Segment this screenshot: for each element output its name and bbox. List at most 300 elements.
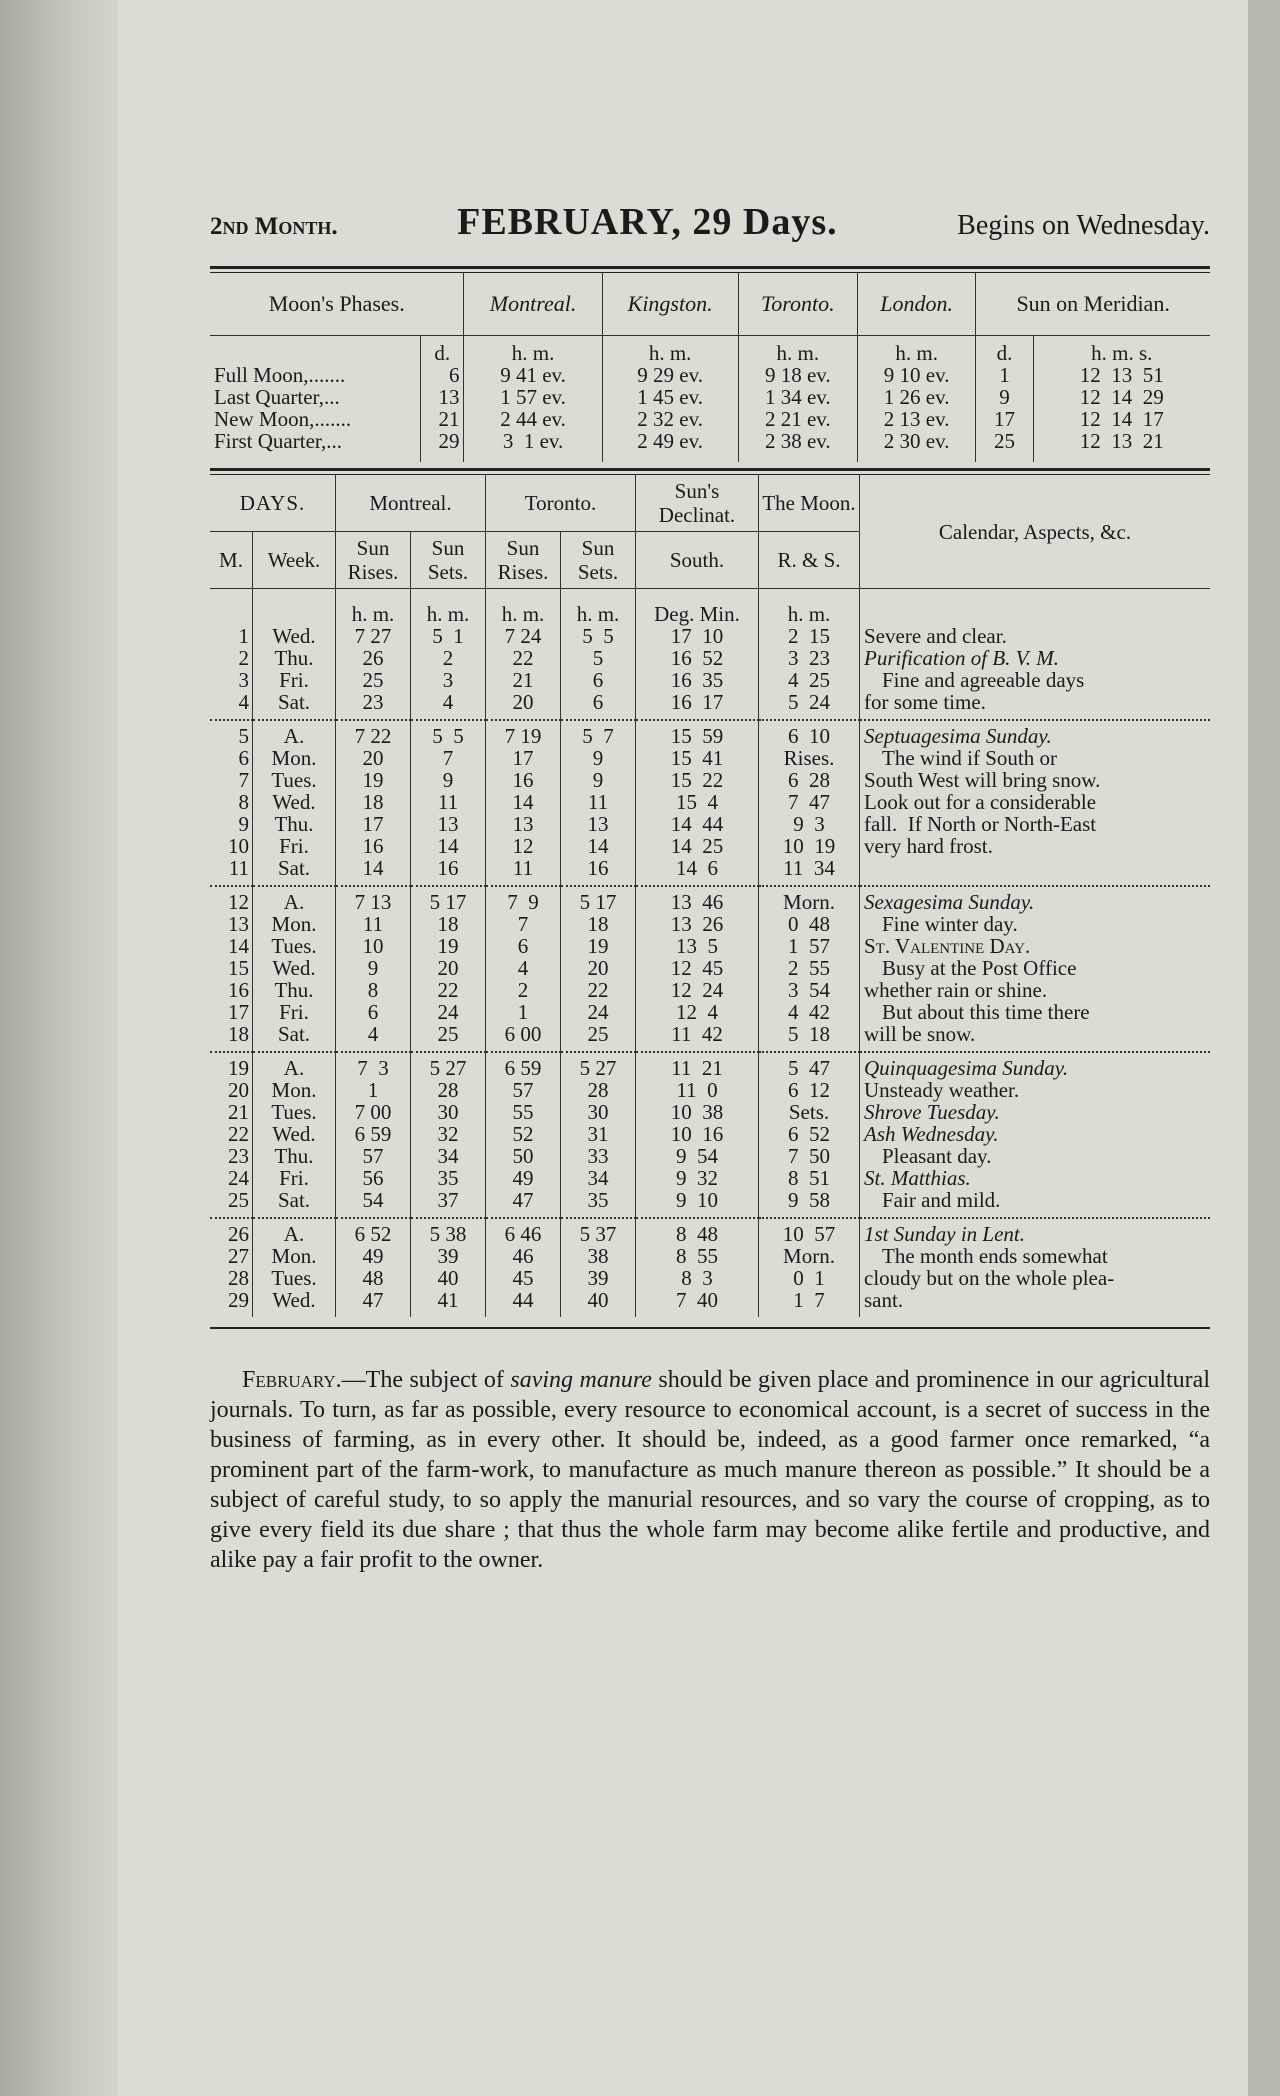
- moon-rise-set: 9 58: [759, 1189, 860, 1218]
- phase-unit-cell: d.: [976, 336, 1033, 365]
- montreal-sets: 9: [411, 769, 486, 791]
- header-rule: [210, 266, 1210, 273]
- unit-cell: h. m.: [486, 589, 561, 626]
- unit-cell: h. m.: [336, 589, 411, 626]
- day-of-week: Tues.: [253, 1267, 336, 1289]
- day-of-month: 4: [210, 691, 253, 720]
- toronto-rises: 47: [486, 1189, 561, 1218]
- moon-rise-set: 2 15: [759, 625, 860, 647]
- montreal-sets: 5 38: [411, 1218, 486, 1245]
- montreal-rises: 10: [336, 935, 411, 957]
- day-of-month: 19: [210, 1052, 253, 1079]
- phase-name: First Quarter,...: [210, 430, 421, 462]
- aspect-text: Busy at the Post Office: [882, 956, 1077, 980]
- moon-rise-set: 5 47: [759, 1052, 860, 1079]
- sun-declination: 9 32: [636, 1167, 759, 1189]
- montreal-rises: 7 00: [336, 1101, 411, 1123]
- sun-declination: 17 10: [636, 625, 759, 647]
- toronto-header: Toronto.: [486, 475, 636, 532]
- montreal-sets: 5 1: [411, 625, 486, 647]
- phase-kingston: 2 49 ev.: [602, 430, 738, 462]
- sun-declination: 9 10: [636, 1189, 759, 1218]
- aspect-text: Quinquagesima Sunday.: [860, 1052, 1211, 1079]
- moon-rise-set: 2 55: [759, 957, 860, 979]
- montreal-rises: 57: [336, 1145, 411, 1167]
- toronto-rises: 14: [486, 791, 561, 813]
- day-of-week: Thu.: [253, 1145, 336, 1167]
- toronto-sets: 16: [561, 857, 636, 886]
- sun-declination: 11 21: [636, 1052, 759, 1079]
- day-row: [210, 979, 1210, 1001]
- moon-rise-set: 5 18: [759, 1023, 860, 1052]
- day-of-month: 7: [210, 769, 253, 791]
- montreal-sets: 19: [411, 935, 486, 957]
- toronto-rises: 16: [486, 769, 561, 791]
- montreal-rises: 6 52: [336, 1218, 411, 1245]
- aspect-text: [860, 857, 1211, 886]
- aspect-text: But about this time there: [882, 1000, 1090, 1024]
- montreal-rises: 4: [336, 1023, 411, 1052]
- toronto-sets: 38: [561, 1245, 636, 1267]
- toronto-sets: 5 17: [561, 886, 636, 913]
- toronto-rises: 6 46: [486, 1218, 561, 1245]
- phase-unit-cell: h. m.: [464, 336, 602, 365]
- montreal-rises: 18: [336, 791, 411, 813]
- montreal-sets: 39: [411, 1245, 486, 1267]
- sun-declination: 15 41: [636, 747, 759, 769]
- sun-declination: 15 59: [636, 720, 759, 747]
- day-row: [210, 835, 1210, 857]
- montreal-rises-header: Sun Rises.: [336, 532, 411, 589]
- moon-rise-set: Sets.: [759, 1101, 860, 1123]
- paragraph-part-1: —The subject of: [341, 1367, 511, 1393]
- toronto-sets: 28: [561, 1079, 636, 1101]
- montreal-sets: 24: [411, 1001, 486, 1023]
- moon-rise-set: Morn.: [759, 1245, 860, 1267]
- day-of-week: Thu.: [253, 813, 336, 835]
- moon-rise-set: 8 51: [759, 1167, 860, 1189]
- montreal-rises: 19: [336, 769, 411, 791]
- rs-header: R. & S.: [759, 532, 860, 589]
- february-paragraph: [210, 1365, 1210, 1575]
- montreal-rises: 14: [336, 857, 411, 886]
- phase-unit-cell: h. m.: [738, 336, 857, 365]
- sun-declination: 11 42: [636, 1023, 759, 1052]
- toronto-sets: 34: [561, 1167, 636, 1189]
- day-of-month: 8: [210, 791, 253, 813]
- day-of-week: Fri.: [253, 835, 336, 857]
- day-of-month: 15: [210, 957, 253, 979]
- unit-cell: h. m.: [411, 589, 486, 626]
- phase-col-header: London.: [858, 273, 976, 336]
- day-row: [210, 1267, 1210, 1289]
- day-row: [210, 720, 1210, 747]
- day-of-week: Wed.: [253, 957, 336, 979]
- day-row: [210, 913, 1210, 935]
- aspect-text: St. Valentine Day.: [864, 934, 1031, 958]
- montreal-rises: 23: [336, 691, 411, 720]
- meridian-time: 12 14 17: [1079, 407, 1164, 431]
- meridian-day: 17: [976, 408, 1033, 430]
- day-of-week: Mon.: [253, 747, 336, 769]
- day-of-month: 23: [210, 1145, 253, 1167]
- phase-london: 2 30 ev.: [858, 430, 976, 462]
- day-of-week: A.: [253, 1218, 336, 1245]
- montreal-rises: 20: [336, 747, 411, 769]
- aspect-text: whether rain or shine.: [864, 978, 1048, 1002]
- day-row: [210, 935, 1210, 957]
- montreal-rises: 48: [336, 1267, 411, 1289]
- toronto-rises: 50: [486, 1145, 561, 1167]
- montreal-header: Montreal.: [336, 475, 486, 532]
- aspect-text: for some time.: [864, 690, 986, 714]
- toronto-sets: 31: [561, 1123, 636, 1145]
- phase-col-header: Moon's Phases.: [210, 273, 464, 336]
- aspect-text: Pleasant day.: [882, 1144, 992, 1168]
- meridian-time: 12 14 29: [1079, 385, 1164, 409]
- day-of-week: Mon.: [253, 1245, 336, 1267]
- aspect-text: very hard frost.: [864, 834, 993, 858]
- moon-rise-set: 4 42: [759, 1001, 860, 1023]
- montreal-sets: 5 17: [411, 886, 486, 913]
- phase-unit-cell: h. m.: [602, 336, 738, 365]
- montreal-rises: 16: [336, 835, 411, 857]
- sun-declination: 10 16: [636, 1123, 759, 1145]
- day-of-month: 25: [210, 1189, 253, 1218]
- phase-unit-cell: h. m. s.: [1091, 341, 1153, 365]
- sun-declination: 15 4: [636, 791, 759, 813]
- montreal-rises: 7 13: [336, 886, 411, 913]
- toronto-rises: 12: [486, 835, 561, 857]
- day-of-week: Thu.: [253, 647, 336, 669]
- phase-toronto: 2 38 ev.: [738, 430, 857, 462]
- phase-montreal: 9 41 ev.: [464, 364, 602, 386]
- aspects-header: Calendar, Aspects, &c.: [860, 475, 1211, 589]
- phase-day: 13: [421, 386, 464, 408]
- toronto-sets: 14: [561, 835, 636, 857]
- unit-cell: [210, 589, 253, 626]
- phase-name: Last Quarter,...: [210, 386, 421, 408]
- month-number: 2nd Month.: [210, 213, 338, 240]
- moon-rise-set: 6 52: [759, 1123, 860, 1145]
- day-of-week: Thu.: [253, 979, 336, 1001]
- sun-declination: 13 26: [636, 913, 759, 935]
- montreal-sets: 13: [411, 813, 486, 835]
- day-row: [210, 1001, 1210, 1023]
- toronto-rises: 20: [486, 691, 561, 720]
- toronto-sets: 40: [561, 1289, 636, 1317]
- montreal-rises: 26: [336, 647, 411, 669]
- moon-rise-set: 6 28: [759, 769, 860, 791]
- montreal-rises: 7 27: [336, 625, 411, 647]
- aspect-text: sant.: [864, 1288, 904, 1312]
- day-row: [210, 1079, 1210, 1101]
- moon-rise-set: 6 12: [759, 1079, 860, 1101]
- unit-cell: Deg. Min.: [636, 589, 759, 626]
- montreal-sets-header: Sun Sets.: [411, 532, 486, 589]
- day-row: [210, 1145, 1210, 1167]
- montreal-sets: 11: [411, 791, 486, 813]
- aspect-text: Shrove Tuesday.: [864, 1100, 1000, 1124]
- day-of-week: Tues.: [253, 935, 336, 957]
- montreal-rises: 25: [336, 669, 411, 691]
- montreal-sets: 5 5: [411, 720, 486, 747]
- sun-declination: 9 54: [636, 1145, 759, 1167]
- sun-declination: 14 6: [636, 857, 759, 886]
- sun-declination: 11 0: [636, 1079, 759, 1101]
- meridian-time: 12 13 21: [1079, 429, 1164, 453]
- toronto-rises: 57: [486, 1079, 561, 1101]
- phase-montreal: 1 57 ev.: [464, 386, 602, 408]
- sun-declination: 16 17: [636, 691, 759, 720]
- aspect-text: The wind if South or: [882, 746, 1057, 770]
- aspect-text: Purification of B. V. M.: [864, 646, 1060, 670]
- meridian-time: 12 13 51: [1079, 363, 1164, 387]
- toronto-sets: 5 5: [561, 625, 636, 647]
- moon-rise-set: Rises.: [759, 747, 860, 769]
- toronto-rises: 7 19: [486, 720, 561, 747]
- aspect-text: Fine and agreeable days: [882, 668, 1085, 692]
- toronto-sets: 30: [561, 1101, 636, 1123]
- phase-col-header: Toronto.: [738, 273, 857, 336]
- toronto-sets: 6: [561, 669, 636, 691]
- toronto-sets: 9: [561, 769, 636, 791]
- week-header: Week.: [253, 532, 336, 589]
- phase-day: 29: [421, 430, 464, 462]
- phase-toronto: 2 21 ev.: [738, 408, 857, 430]
- aspect-text: Fair and mild.: [882, 1188, 1001, 1212]
- phase-kingston: 1 45 ev.: [602, 386, 738, 408]
- montreal-rises: 56: [336, 1167, 411, 1189]
- moon-rise-set: 7 47: [759, 791, 860, 813]
- days-header: DAYS.: [210, 475, 336, 532]
- toronto-sets: 13: [561, 813, 636, 835]
- day-row: [210, 1289, 1210, 1317]
- day-of-week: A.: [253, 720, 336, 747]
- montreal-sets: 3: [411, 669, 486, 691]
- montreal-sets: 35: [411, 1167, 486, 1189]
- toronto-rises-header: Sun Rises.: [486, 532, 561, 589]
- page-content: [210, 200, 1210, 1599]
- day-of-week: Fri.: [253, 1001, 336, 1023]
- month-title: FEBRUARY, 29 Days.: [457, 201, 838, 243]
- moon-rise-set: 1 57: [759, 935, 860, 957]
- sun-declination: 8 48: [636, 1218, 759, 1245]
- sun-declination: 16 35: [636, 669, 759, 691]
- montreal-rises: 1: [336, 1079, 411, 1101]
- montreal-rises: 49: [336, 1245, 411, 1267]
- day-of-week: Tues.: [253, 769, 336, 791]
- montreal-rises: 9: [336, 957, 411, 979]
- sun-declination: 14 25: [636, 835, 759, 857]
- toronto-sets: 39: [561, 1267, 636, 1289]
- day-row: [210, 1101, 1210, 1123]
- moon-rise-set: 3 23: [759, 647, 860, 669]
- aspect-text: cloudy but on the whole plea-: [864, 1266, 1115, 1290]
- toronto-sets: 5 37: [561, 1218, 636, 1245]
- day-of-month: 27: [210, 1245, 253, 1267]
- day-of-week: Tues.: [253, 1101, 336, 1123]
- phase-day: 21: [421, 408, 464, 430]
- aspect-text: Ash Wednesday.: [864, 1122, 999, 1146]
- toronto-sets: 24: [561, 1001, 636, 1023]
- moon-rise-set: 9 3: [759, 813, 860, 835]
- montreal-sets: 40: [411, 1267, 486, 1289]
- sun-declination: 10 38: [636, 1101, 759, 1123]
- day-row: [210, 1218, 1210, 1245]
- day-of-week: Wed.: [253, 1289, 336, 1317]
- day-of-week: Wed.: [253, 1123, 336, 1145]
- day-of-month: 14: [210, 935, 253, 957]
- phase-montreal: 2 44 ev.: [464, 408, 602, 430]
- montreal-sets: 28: [411, 1079, 486, 1101]
- day-of-month: 24: [210, 1167, 253, 1189]
- moon-rise-set: 10 19: [759, 835, 860, 857]
- montreal-sets: 18: [411, 913, 486, 935]
- montreal-sets: 20: [411, 957, 486, 979]
- aspect-text: fall. If North or North-East: [864, 812, 1097, 836]
- day-of-month: 2: [210, 647, 253, 669]
- day-of-week: Sat.: [253, 857, 336, 886]
- moon-header: The Moon.: [759, 475, 860, 532]
- book-spine: [0, 0, 120, 2096]
- toronto-rises: 2: [486, 979, 561, 1001]
- day-row: [210, 813, 1210, 835]
- day-of-month: 16: [210, 979, 253, 1001]
- phase-col-header: Sun on Meridian.: [976, 273, 1210, 336]
- sun-declination: 14 44: [636, 813, 759, 835]
- day-of-month: 12: [210, 886, 253, 913]
- phase-unit-cell: d.: [421, 336, 464, 365]
- montreal-rises: 6: [336, 1001, 411, 1023]
- phase-unit-cell: [210, 336, 421, 365]
- montreal-sets: 22: [411, 979, 486, 1001]
- montreal-sets: 7: [411, 747, 486, 769]
- day-of-month: 9: [210, 813, 253, 835]
- day-row: [210, 957, 1210, 979]
- day-row: [210, 769, 1210, 791]
- phase-toronto: 9 18 ev.: [738, 364, 857, 386]
- day-of-month: 20: [210, 1079, 253, 1101]
- sun-declination: 7 40: [636, 1289, 759, 1317]
- day-row: [210, 886, 1210, 913]
- day-of-month: 5: [210, 720, 253, 747]
- day-of-month: 28: [210, 1267, 253, 1289]
- m-header: M.: [210, 532, 253, 589]
- montreal-rises: 17: [336, 813, 411, 835]
- sun-declination: 12 24: [636, 979, 759, 1001]
- moon-rise-set: 0 48: [759, 913, 860, 935]
- toronto-sets: 20: [561, 957, 636, 979]
- toronto-sets: 25: [561, 1023, 636, 1052]
- toronto-rises: 44: [486, 1289, 561, 1317]
- montreal-sets: 32: [411, 1123, 486, 1145]
- moon-rise-set: 0 1: [759, 1267, 860, 1289]
- toronto-rises: 13: [486, 813, 561, 835]
- montreal-rises: 47: [336, 1289, 411, 1317]
- toronto-sets: 18: [561, 913, 636, 935]
- sun-declination: 12 4: [636, 1001, 759, 1023]
- day-row: [210, 1245, 1210, 1267]
- phase-kingston: 2 32 ev.: [602, 408, 738, 430]
- toronto-rises: 11: [486, 857, 561, 886]
- day-row: [210, 1023, 1210, 1052]
- phase-london: 9 10 ev.: [858, 364, 976, 386]
- sun-declination: 13 5: [636, 935, 759, 957]
- day-of-month: 1: [210, 625, 253, 647]
- phase-name: New Moon,.......: [210, 408, 421, 430]
- day-of-week: Wed.: [253, 791, 336, 813]
- day-of-week: Mon.: [253, 913, 336, 935]
- montreal-sets: 25: [411, 1023, 486, 1052]
- toronto-sets: 6: [561, 691, 636, 720]
- day-row: [210, 1167, 1210, 1189]
- aspect-text: Sexagesima Sunday.: [860, 886, 1211, 913]
- day-of-month: 22: [210, 1123, 253, 1145]
- phase-toronto: 1 34 ev.: [738, 386, 857, 408]
- day-of-month: 17: [210, 1001, 253, 1023]
- phase-name: Full Moon,.......: [210, 364, 421, 386]
- sun-declination: 12 45: [636, 957, 759, 979]
- day-of-month: 10: [210, 835, 253, 857]
- toronto-sets: 19: [561, 935, 636, 957]
- montreal-rises: 6 59: [336, 1123, 411, 1145]
- toronto-sets: 5: [561, 647, 636, 669]
- toronto-rises: 22: [486, 647, 561, 669]
- toronto-rises: 7 9: [486, 886, 561, 913]
- moon-rise-set: 1 7: [759, 1289, 860, 1317]
- day-row: [210, 857, 1210, 886]
- montreal-sets: 2: [411, 647, 486, 669]
- toronto-rises: 49: [486, 1167, 561, 1189]
- toronto-rises: 7 24: [486, 625, 561, 647]
- montreal-rises: 7 22: [336, 720, 411, 747]
- day-of-week: Mon.: [253, 1079, 336, 1101]
- day-of-month: 3: [210, 669, 253, 691]
- day-row: [210, 625, 1210, 647]
- day-of-week: Sat.: [253, 1189, 336, 1218]
- toronto-rises: 21: [486, 669, 561, 691]
- declination-header: Sun's Declinat.: [636, 475, 759, 532]
- meridian-day: 25: [976, 430, 1033, 462]
- toronto-rises: 6 59: [486, 1052, 561, 1079]
- day-of-month: 26: [210, 1218, 253, 1245]
- day-row: [210, 669, 1210, 691]
- begins-on: Begins on Wednesday.: [957, 210, 1210, 241]
- daily-calendar-table: [210, 475, 1210, 1317]
- phase-london: 2 13 ev.: [858, 408, 976, 430]
- day-of-week: Wed.: [253, 625, 336, 647]
- montreal-rises: 7 3: [336, 1052, 411, 1079]
- phase-montreal: 3 1 ev.: [464, 430, 602, 462]
- aspect-text: Unsteady weather.: [864, 1078, 1020, 1102]
- aspect-text: will be snow.: [864, 1022, 976, 1046]
- toronto-rises: 6: [486, 935, 561, 957]
- meridian-day: 9: [976, 386, 1033, 408]
- montreal-sets: 37: [411, 1189, 486, 1218]
- moon-rise-set: 4 25: [759, 669, 860, 691]
- sun-declination: 8 3: [636, 1267, 759, 1289]
- day-row: [210, 1123, 1210, 1145]
- toronto-sets: 35: [561, 1189, 636, 1218]
- day-of-week: Fri.: [253, 669, 336, 691]
- paragraph-emphasis: saving manure: [510, 1367, 652, 1393]
- toronto-sets: 9: [561, 747, 636, 769]
- toronto-rises: 4: [486, 957, 561, 979]
- montreal-rises: 54: [336, 1189, 411, 1218]
- aspect-text: The month ends somewhat: [882, 1244, 1108, 1268]
- day-of-month: 18: [210, 1023, 253, 1052]
